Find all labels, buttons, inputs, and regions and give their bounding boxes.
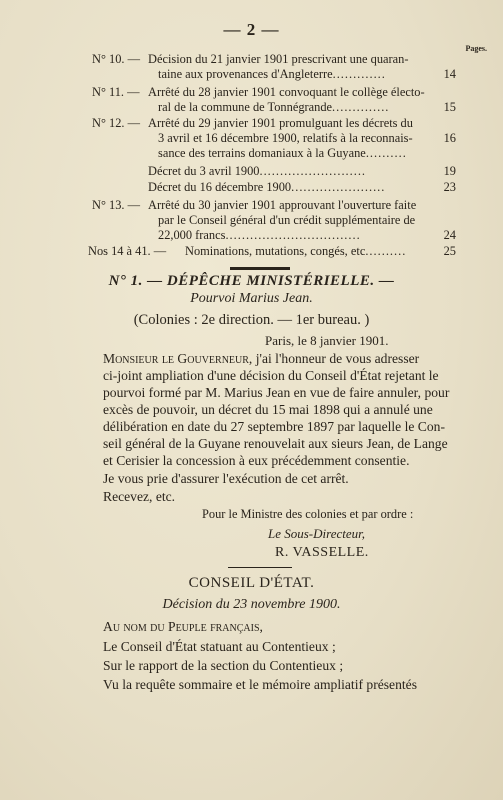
body-line: Au nom du Peuple français,: [103, 619, 263, 634]
toc-entry-line: taine aux provenances d'Angleterre: [158, 67, 333, 81]
body-line: Vu la requête sommaire et le mémoire ampliatif présentés: [103, 677, 417, 692]
pages-column-label: Pages.: [465, 44, 487, 53]
page-number: — 2 —: [223, 20, 280, 39]
body-line: délibération en date du 27 septembre 1897 par laquelle le Con-: [103, 419, 445, 434]
signature-name: R. VASSELLE.: [275, 545, 369, 560]
toc-entry-line: Nominations, mutations, congés, etc: [185, 244, 366, 258]
toc-entry-line: Arrêté du 29 janvier 1901 promulguant les décrets du: [148, 116, 413, 130]
toc-entry-line: Arrêté du 28 janvier 1901 convoquant le collège électo-: [148, 85, 425, 99]
dateline: Paris, le 8 janvier 1901.: [265, 333, 389, 348]
toc-entry-line: ral de la commune de Tonnégrande: [158, 100, 333, 114]
toc-entry-line: 3 avril et 16 décembre 1900, relatifs à la reconnais-: [158, 131, 413, 145]
signature-preamble: Pour le Ministre des colonies et par ordre :: [202, 507, 414, 521]
section-divider: [230, 267, 290, 270]
body-line: Le Conseil d'État statuant au Contentieux ;: [103, 639, 336, 654]
toc-entry-number: N° 10. —: [92, 52, 140, 66]
toc-entry-number: Nos 14 à 41. —: [88, 244, 167, 258]
body-line: pourvoi formé par M. Marius Jean en vue de faire annuler, pour: [103, 385, 450, 400]
toc-entry-page: 15: [443, 100, 456, 114]
toc-entry-line: Décret du 16 décembre 1900: [148, 180, 292, 194]
toc-entry-number: N° 11. —: [92, 85, 140, 99]
toc-entry-page: 19: [443, 164, 456, 178]
document-page: — 2 — Pages. N° 10. — Décision du 21 janvier 1901 prescrivant une quaran- taine aux provenances d'Angleterre............. 14 N° 11. — Arrêté du 28 janvier 1901 convoquant le collège électo- ral de la commune de Tonnégrande.............. 15 N° 12. — Arrêté du 29 janvier 1901 promulguant les décrets du 3 avril et 16 décembre 1900, relatifs à la reconnais- 16 sance des terrains domaniaux à la Guyane.......... Décret du 3 avril 1900.......................... 19 Décret du 16 décembre 1900....................... 23 N° 13. — Arrêté du 30 janvier 1901 approuvant l'ouverture faite par le Conseil général d'un crédit supplémentaire de 22,000 francs................................. 24 Nos 14 à 41. — Nominations, mutations, congés, etc.......... 25 N° 1. — DÉPÊCHE MINISTÉRIELLE. — Pourvoi Marius Jean. (Colonies : 2e direction. — 1er bureau. ) Paris, le 8 janvier 1901. Monsieur le Gouverneur, j'ai l'honneur de vous adresser ci-joint ampliation d'une décision du Conseil d'État rejetant le pourvoi formé par M. Marius Jean en vue de faire annuler, pour excès de pouvoir, un décret du 15 mai 1898 qui a annulé une délibération en date du 27 septembre 1897 par laquelle le Con- seil général de la Guyane renouvelait aux sieurs Jean, de Lange et Cerisier la concession à eux précédemment consentie. Je vous prie d'assurer l'exécution de cet arrêt. Recevez, etc. Pour le Ministre des colonies et par ordre : Le Sous-Directeur, R. VASSELLE. CONSEIL D'ÉTAT. Décision du 23 novembre 1900. Au nom du Peuple français, Le Conseil d'État statuant au Contentieux ; Sur le rapport de la section du Contentieux ; Vu la requête sommaire et le mémoire ampliatif présentés: [0, 0, 503, 800]
toc-entry-line: 22,000 francs: [158, 228, 226, 242]
toc-entry-line: par le Conseil général d'un crédit supplémentaire de: [158, 213, 416, 227]
decision-date: Décision du 23 novembre 1900.: [162, 597, 341, 612]
body-line: j'ai l'honneur de vous adresser: [255, 351, 420, 366]
depeche-subtitle: Pourvoi Marius Jean.: [190, 291, 313, 306]
depeche-title: N° 1. — DÉPÊCHE MINISTÉRIELLE. —: [108, 273, 395, 289]
section-divider: [228, 567, 292, 568]
body-line: excès de pouvoir, un décret du 15 mai 1898 qui a annulé une: [103, 402, 433, 417]
body-line: Je vous prie d'assurer l'exécution de cet arrêt.: [103, 471, 349, 486]
toc-entry-page: 24: [443, 228, 456, 242]
body-line: seil général de la Guyane renouvelait aux sieurs Jean, de Lange: [103, 436, 448, 451]
toc-entry-page: 14: [443, 67, 456, 81]
toc-entry-page: 23: [443, 180, 456, 194]
toc-entry-line: sance des terrains domaniaux à la Guyane: [158, 146, 366, 160]
salutation: Monsieur le Gouverneur,: [103, 351, 253, 366]
toc-entry-line: Décret du 3 avril 1900: [148, 164, 260, 178]
conseil-title: CONSEIL D'ÉTAT.: [188, 575, 315, 591]
toc-entry-page: 16: [443, 131, 456, 145]
toc-entry-number: N° 13. —: [92, 198, 140, 212]
toc-entry-line: Décision du 21 janvier 1901 prescrivant une quaran-: [148, 52, 409, 66]
toc-entry-line: Arrêté du 30 janvier 1901 approuvant l'ouverture faite: [148, 198, 417, 212]
toc-entry-page: 25: [443, 244, 456, 258]
closing: Recevez, etc.: [103, 489, 176, 504]
body-line: ci-joint ampliation d'une décision du Conseil d'État rejetant le: [103, 368, 439, 383]
depeche-direction: (Colonies : 2e direction. — 1er bureau. ): [133, 312, 370, 328]
body-line: Sur le rapport de la section du Contentieux ;: [103, 658, 344, 673]
toc-entry-number: N° 12. —: [92, 116, 140, 130]
body-line: et Cerisier la concession à eux précédemment consentie.: [103, 453, 410, 468]
signature-role: Le Sous-Directeur,: [268, 526, 366, 541]
